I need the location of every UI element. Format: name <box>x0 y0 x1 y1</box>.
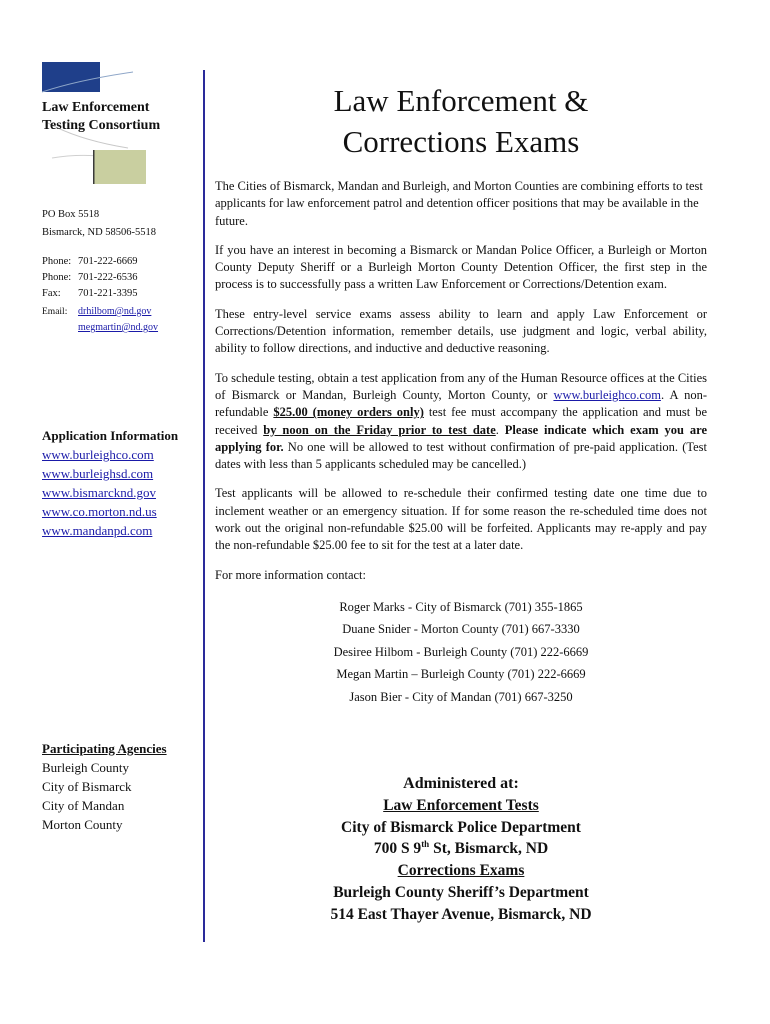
page-title <box>215 80 707 162</box>
paragraph-reschedule: Test applicants will be allowed to re-schedule their confirmed testing date one time due to inclement weather or an emergency situation. If for some reason the re-scheduled time does not work out the original non-refundable $25.00 will be forfeited. Applicants may re-apply and pay the non-refundable $25.00 fee to sit for the test at a later date. <box>215 486 707 553</box>
deadline-text: by noon on the Friday prior to test date <box>263 422 496 437</box>
app-link-burleighco[interactable]: www.burleighco.com <box>42 447 154 462</box>
phone1-label: Phone: <box>42 256 72 267</box>
org-name <box>42 99 160 135</box>
email-row <box>42 304 158 320</box>
app-link-mandanpd[interactable]: www.mandanpd.com <box>42 523 153 538</box>
fee-text: $25.00 (money orders only) <box>273 405 424 420</box>
agency-item: Morton County <box>42 817 123 832</box>
fax-value: 701-221-3395 <box>78 288 138 299</box>
le-tests-address: 700 S 9th St, Bismarck, ND <box>373 839 549 858</box>
le-tests-place: City of Bismarck Police Department <box>341 818 581 836</box>
le-tests-heading: Law Enforcement Tests <box>383 796 539 814</box>
vertical-divider <box>203 70 205 942</box>
corrections-place: Burleigh County Sheriff’s Department <box>333 883 589 901</box>
paragraph-exam-scope: These entry-level service exams assess ability to learn and apply Law Enforcement or Corrections/Detention information, remember details, use judgment and logic, verbal ability, ability to follow directions, and inductive and deductive reasoning. <box>215 306 707 356</box>
email-link-1[interactable]: drhilbom@nd.gov <box>78 306 152 317</box>
app-link-comorton[interactable]: www.co.morton.nd.us <box>42 504 157 519</box>
application-info-heading: Application Information <box>42 428 179 443</box>
agency-item: City of Bismarck <box>42 779 132 794</box>
administered-section <box>215 773 707 926</box>
corrections-heading: Corrections Exams <box>397 862 525 880</box>
application-information <box>42 426 178 540</box>
app-link-burleighsd[interactable]: www.burleighsd.com <box>42 466 154 481</box>
contact-item: Desiree Hilbom - Burleigh County (701) 222-6669 <box>333 644 589 659</box>
administered-heading: Administered at: <box>403 775 519 792</box>
phone2-label: Phone: <box>42 272 72 283</box>
contact-item: Duane Snider - Morton County (701) 667-3330 <box>342 622 580 637</box>
paragraph-scheduling <box>215 370 707 474</box>
org-name-line2: Testing Consortium <box>42 118 161 133</box>
mailing-address <box>42 206 156 242</box>
sched-text-b: . A non-refundable <box>215 387 708 420</box>
contact-numbers <box>42 254 158 336</box>
address-line1: PO Box 5518 <box>42 209 100 220</box>
title-line1: Law Enforcement & <box>333 83 589 118</box>
fax-label: Fax: <box>42 288 61 299</box>
paragraph-interest: If you have an interest in becoming a Bismarck or Mandan Police Officer, a Burleigh or Morton County Deputy Sheriff or a Burleigh Morton County Detention Officer, the first step in the process is to successfully pass a written Law Enforcement or Corrections/Detention exam. <box>215 242 707 292</box>
agency-item: City of Mandan <box>42 798 125 813</box>
sched-text-e: No one will be allowed to test without confirmation of pre-paid application. (Test dates with less than 5 applicants scheduled may be cancelled.) <box>215 439 708 472</box>
sched-link-burleighco[interactable]: www.burleighco.com <box>553 387 661 402</box>
email-row-2 <box>42 320 158 336</box>
phone2-value: 701-222-6536 <box>78 272 138 283</box>
contacts-heading: For more information contact: <box>215 567 367 582</box>
fax-row <box>42 286 158 302</box>
phone1-row <box>42 254 158 270</box>
participating-agencies <box>42 739 167 834</box>
contact-item: Roger Marks - City of Bismarck (701) 355-1865 <box>339 599 583 614</box>
app-link-bismarcknd[interactable]: www.bismarcknd.gov <box>42 485 156 500</box>
main-body <box>215 178 707 708</box>
contact-item: Jason Bier - City of Mandan (701) 667-3250 <box>349 689 573 704</box>
corrections-address: 514 East Thayer Avenue, Bismarck, ND <box>330 905 592 923</box>
paragraph-intro: The Cities of Bismarck, Mandan and Burleigh, and Morton Counties are combining efforts to test applicants for law enforcement patrol and detention officer positions that may be available in the future. <box>215 179 703 228</box>
phone2-row <box>42 270 158 286</box>
agency-item: Burleigh County <box>42 760 130 775</box>
sched-text-c: test fee must accompany the application and must be received <box>215 405 707 437</box>
org-name-line1: Law Enforcement <box>42 100 150 115</box>
contacts-list <box>215 596 707 709</box>
agencies-heading: Participating Agencies <box>42 741 167 756</box>
sched-text-a: To schedule testing, obtain a test application from any of the Human Resource offices at the Cities of Bismarck or Mandan, Burleigh County, Morton County, or <box>215 370 707 402</box>
contact-item: Megan Martin – Burleigh County (701) 222-6669 <box>336 667 586 682</box>
address-line2: Bismarck, ND 58506-5518 <box>42 227 157 238</box>
indicate-exam-text: Please indicate which exam you are applying for. <box>215 422 708 454</box>
email-label: Email: <box>42 307 68 317</box>
title-line2: Corrections Exams <box>342 124 580 159</box>
sched-text-d: . <box>495 422 499 437</box>
phone1-value: 701-222-6669 <box>78 256 138 267</box>
email-link-2[interactable]: megmartin@nd.gov <box>78 322 159 333</box>
